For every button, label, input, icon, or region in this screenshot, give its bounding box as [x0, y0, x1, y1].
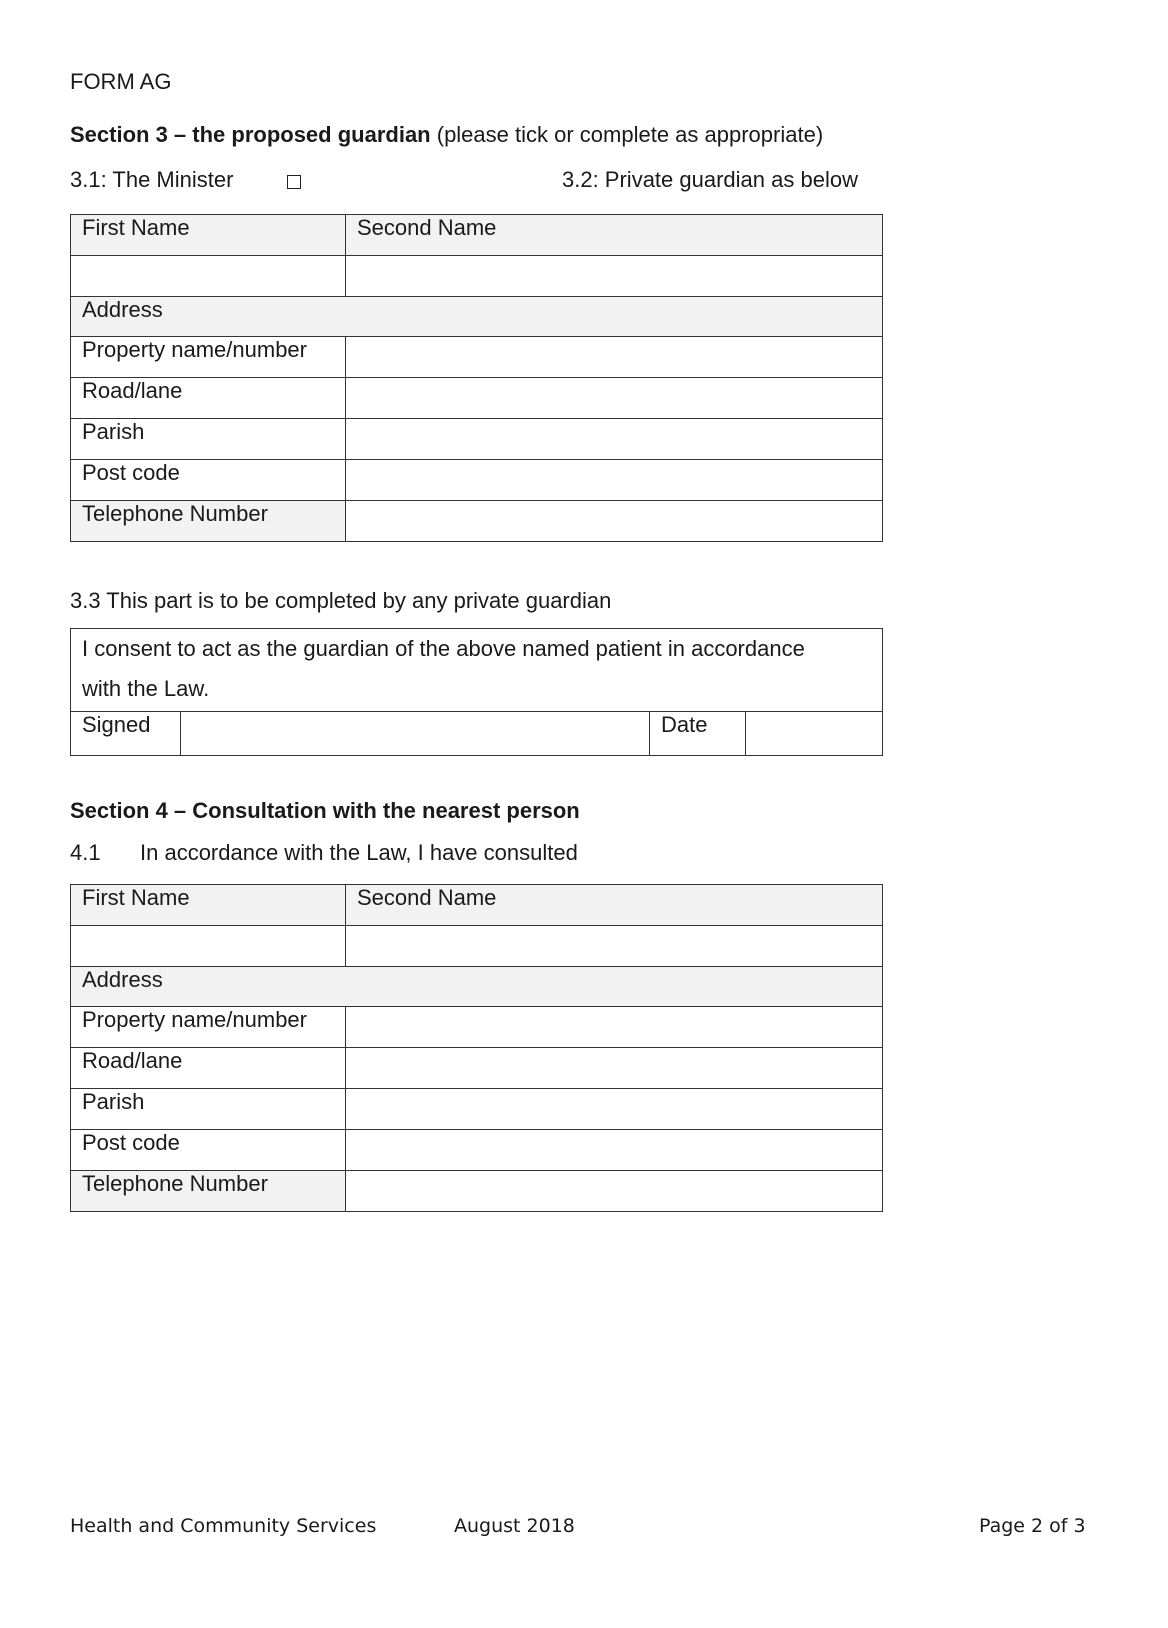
footer-department: Health and Community Services [70, 1515, 377, 1537]
property-label: Property name/number [71, 1007, 346, 1048]
postcode-field[interactable] [346, 460, 883, 501]
consent-statement [71, 629, 883, 712]
footer-date: August 2018 [454, 1515, 575, 1537]
first-name-field[interactable] [71, 926, 346, 967]
consent-heading: 3.3 This part is to be completed by any private guardian [70, 588, 612, 613]
parish-label: Parish [71, 419, 346, 460]
road-field[interactable] [346, 378, 883, 419]
telephone-label: Telephone Number [71, 501, 346, 542]
item-4-1-text: In accordance with the Law, I have consulted [140, 840, 578, 865]
telephone-field[interactable] [346, 1171, 883, 1212]
signature-field[interactable] [181, 712, 650, 756]
nearest-person-table [70, 884, 883, 1212]
parish-label: Parish [71, 1089, 346, 1130]
section-3-heading-note: (please tick or complete as appropriate) [430, 122, 824, 147]
consent-text-line-2: with the Law. [82, 676, 210, 701]
section-3-heading [70, 124, 823, 146]
road-label: Road/lane [71, 1048, 346, 1089]
parish-field[interactable] [346, 419, 883, 460]
first-name-header: First Name [71, 885, 346, 926]
section-3-heading-bold: Section 3 – the proposed guardian [70, 122, 431, 147]
guardian-details-table [70, 214, 883, 542]
option-private-label: 3.2: Private guardian as below [562, 167, 858, 192]
minister-checkbox[interactable] [287, 175, 301, 189]
address-header: Address [71, 297, 883, 337]
first-name-field[interactable] [71, 256, 346, 297]
second-name-header: Second Name [346, 215, 883, 256]
second-name-header: Second Name [346, 885, 883, 926]
footer-page-number: Page 2 of 3 [979, 1515, 1086, 1537]
telephone-field[interactable] [346, 501, 883, 542]
address-header: Address [71, 967, 883, 1007]
road-label: Road/lane [71, 378, 346, 419]
first-name-header: First Name [71, 215, 346, 256]
postcode-label: Post code [71, 460, 346, 501]
signed-label: Signed [71, 712, 181, 756]
option-minister-label: 3.1: The Minister [70, 167, 234, 192]
property-label: Property name/number [71, 337, 346, 378]
consent-table [70, 628, 883, 756]
postcode-label: Post code [71, 1130, 346, 1171]
form-id: FORM AG [70, 69, 172, 94]
property-field[interactable] [346, 337, 883, 378]
consent-text-line-1: I consent to act as the guardian of the above named patient in accordance [82, 636, 805, 661]
section-4-heading: Section 4 – Consultation with the nearest person [70, 798, 580, 823]
second-name-field[interactable] [346, 926, 883, 967]
second-name-field[interactable] [346, 256, 883, 297]
telephone-label: Telephone Number [71, 1171, 346, 1212]
property-field[interactable] [346, 1007, 883, 1048]
date-field[interactable] [746, 712, 883, 756]
date-label: Date [650, 712, 746, 756]
parish-field[interactable] [346, 1089, 883, 1130]
road-field[interactable] [346, 1048, 883, 1089]
postcode-field[interactable] [346, 1130, 883, 1171]
item-4-1-number: 4.1 [70, 840, 101, 865]
